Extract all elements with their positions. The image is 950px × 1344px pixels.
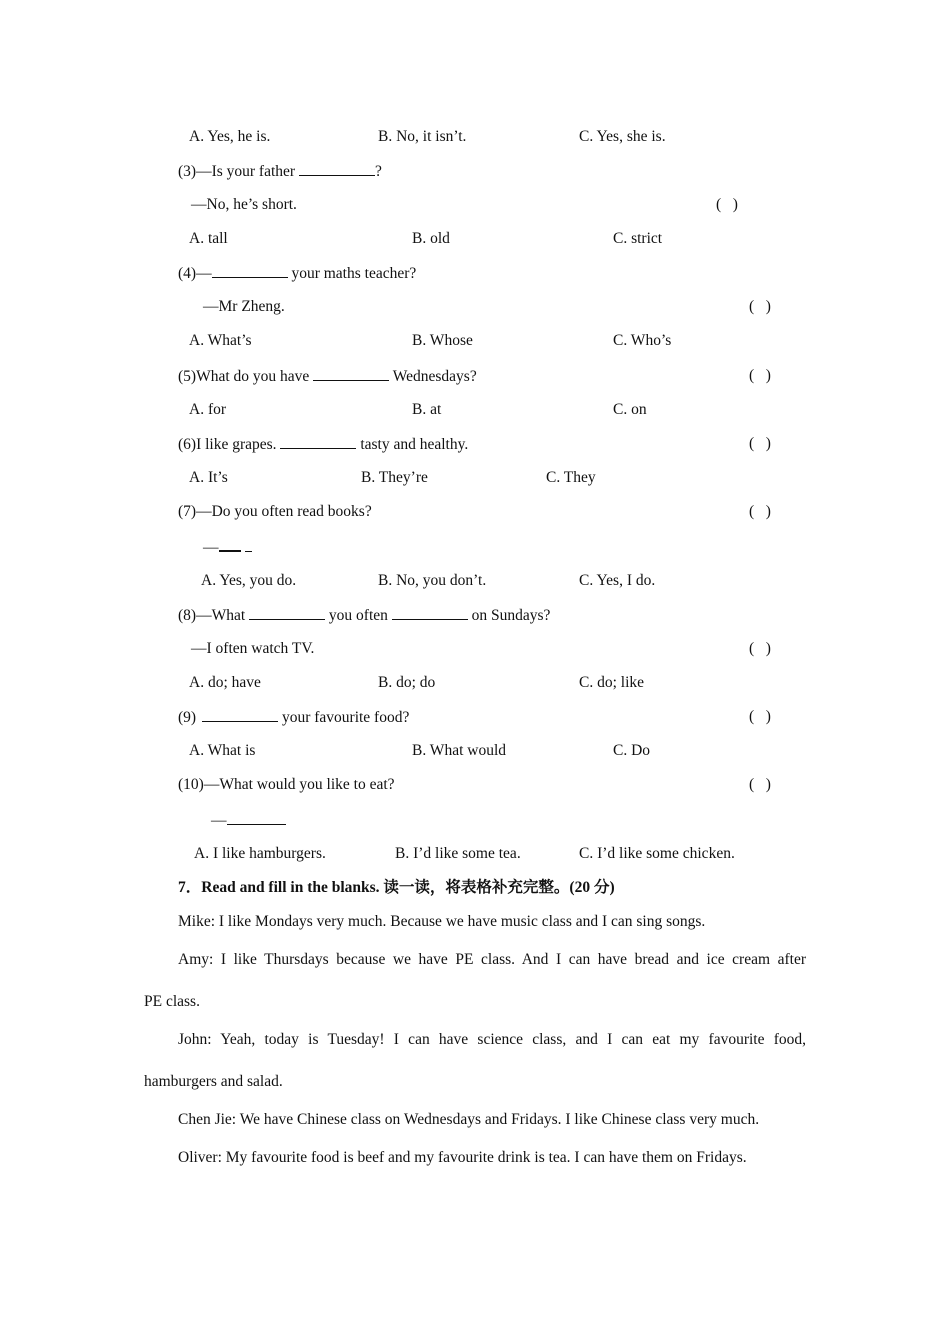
q3-stem-end: ? bbox=[374, 163, 382, 180]
q3-stem-text: —Is your father bbox=[196, 163, 299, 180]
q7-answer-bracket[interactable]: ( ) bbox=[749, 503, 771, 520]
q5-answer-bracket[interactable]: ( ) bbox=[749, 367, 771, 384]
q8-blank-1[interactable] bbox=[249, 605, 325, 620]
q4-stem-text: — bbox=[196, 265, 212, 282]
q8-answer-bracket[interactable]: ( ) bbox=[749, 640, 771, 657]
q10-option-c[interactable]: C. I’d like some chicken. bbox=[579, 845, 735, 862]
q8-option-a[interactable]: A. do; have bbox=[189, 674, 261, 691]
q5-stem-end: Wednesdays? bbox=[389, 368, 477, 385]
passage-chen-jie: Chen Jie: We have Chinese class on Wednesdays and Fridays. I like Chinese class very much. bbox=[178, 1111, 760, 1128]
q3-option-a[interactable]: A. tall bbox=[189, 230, 228, 247]
q10-reply bbox=[211, 810, 286, 831]
q9-number: (9) bbox=[178, 709, 197, 726]
q8-option-c[interactable]: C. do; like bbox=[579, 674, 645, 691]
q10-option-b[interactable]: B. I’d like some tea. bbox=[395, 845, 521, 862]
q3-blank[interactable] bbox=[299, 161, 375, 176]
passage-amy-line-2: PE class. bbox=[144, 993, 200, 1010]
q4-reply: —Mr Zheng. bbox=[203, 298, 285, 315]
q10-reply-blank[interactable] bbox=[227, 810, 286, 825]
q6-stem bbox=[178, 434, 468, 455]
q8-stem-text: —What bbox=[196, 607, 250, 624]
q7-reply-blank[interactable] bbox=[219, 536, 241, 552]
q6-blank[interactable] bbox=[280, 434, 356, 449]
q6-answer-bracket[interactable]: ( ) bbox=[749, 435, 771, 452]
q9-option-c[interactable]: C. Do bbox=[613, 742, 651, 759]
passage-mike: Mike: I like Mondays very much. Because we have music class and I can sing songs. bbox=[178, 913, 706, 930]
passage-john-line-2: hamburgers and salad. bbox=[144, 1073, 283, 1090]
q6-stem-text: I like grapes. bbox=[196, 436, 281, 453]
q3-option-c[interactable]: C. strict bbox=[613, 230, 663, 247]
passage-oliver: Oliver: My favourite food is beef and my favourite drink is tea. I can have them on Fridays. bbox=[178, 1149, 747, 1166]
q8-reply: —I often watch TV. bbox=[191, 640, 315, 657]
q3-reply: —No, he’s short. bbox=[191, 196, 297, 213]
q5-number: (5) bbox=[178, 368, 197, 385]
q4-number: (4) bbox=[178, 265, 197, 282]
q4-stem-end: your maths teacher? bbox=[287, 265, 417, 282]
q9-blank[interactable] bbox=[202, 707, 278, 722]
q4-option-b[interactable]: B. Whose bbox=[412, 332, 473, 349]
q7-option-c[interactable]: C. Yes, I do. bbox=[579, 572, 656, 589]
q10-number: (10) bbox=[178, 776, 204, 793]
q8-stem bbox=[178, 605, 550, 626]
q4-blank[interactable] bbox=[212, 263, 288, 278]
q2-option-a[interactable]: A. Yes, he is. bbox=[189, 128, 271, 145]
q7-option-b[interactable]: B. No, you don’t. bbox=[378, 572, 487, 589]
q7-option-a[interactable]: A. Yes, you do. bbox=[201, 572, 297, 589]
q8-option-b[interactable]: B. do; do bbox=[378, 674, 436, 691]
q4-answer-bracket[interactable]: ( ) bbox=[749, 298, 771, 315]
q8-stem-end: on Sundays? bbox=[467, 607, 551, 624]
q2-option-c[interactable]: C. Yes, she is. bbox=[579, 128, 666, 145]
q9-stem-end: your favourite food? bbox=[278, 709, 410, 726]
q7-stem-text: —Do you often read books? bbox=[196, 503, 372, 520]
q5-stem bbox=[178, 366, 477, 387]
q5-blank[interactable] bbox=[313, 366, 389, 381]
q4-option-c[interactable]: C. Who’s bbox=[613, 332, 672, 349]
q6-number: (6) bbox=[178, 436, 197, 453]
q4-stem bbox=[178, 263, 416, 284]
q9-option-b[interactable]: B. What would bbox=[412, 742, 506, 759]
q5-stem-text: What do you have bbox=[196, 368, 314, 385]
q6-stem-end: tasty and healthy. bbox=[356, 436, 469, 453]
q7-reply-blank-tail bbox=[245, 537, 252, 552]
q10-stem bbox=[178, 775, 395, 795]
q2-option-b[interactable]: B. No, it isn’t. bbox=[378, 128, 467, 145]
q8-stem-mid: you often bbox=[325, 607, 392, 624]
q7-stem bbox=[178, 502, 372, 522]
q10-stem-text: —What would you like to eat? bbox=[203, 776, 395, 793]
q4-option-a[interactable]: A. What’s bbox=[189, 332, 252, 349]
q3-option-b[interactable]: B. old bbox=[412, 230, 450, 247]
q6-option-b[interactable]: B. They’re bbox=[361, 469, 428, 486]
q9-option-a[interactable]: A. What is bbox=[189, 742, 256, 759]
q10-option-a[interactable]: A. I like hamburgers. bbox=[194, 845, 326, 862]
q3-number: (3) bbox=[178, 163, 197, 180]
q9-stem bbox=[178, 707, 409, 728]
q7-number: (7) bbox=[178, 503, 197, 520]
q7-reply-dash: — bbox=[203, 539, 219, 556]
passage-john-line-1: John: Yeah, today is Tuesday! I can have science class, and I can eat my favourite food, bbox=[178, 1031, 806, 1048]
q5-option-c[interactable]: C. on bbox=[613, 401, 647, 418]
q6-option-c[interactable]: C. They bbox=[546, 469, 596, 486]
q3-stem bbox=[178, 161, 382, 182]
q6-option-a[interactable]: A. It’s bbox=[189, 469, 228, 486]
q10-reply-dash: — bbox=[211, 812, 227, 829]
q5-option-a[interactable]: A. for bbox=[189, 401, 227, 418]
q8-blank-2[interactable] bbox=[392, 605, 468, 620]
passage-amy-line-1: Amy: I like Thursdays because we have PE class. And I can have bread and ice cream after bbox=[178, 951, 806, 968]
q8-number: (8) bbox=[178, 607, 197, 624]
q10-answer-bracket[interactable]: ( ) bbox=[749, 776, 771, 793]
q9-answer-bracket[interactable]: ( ) bbox=[749, 708, 771, 725]
section-7-heading: 7．Read and fill in the blanks. 读一读，将表格补充完整。(20 分) bbox=[178, 879, 615, 896]
q5-option-b[interactable]: B. at bbox=[412, 401, 442, 418]
q7-reply bbox=[203, 536, 252, 558]
q3-answer-bracket[interactable]: ( ) bbox=[716, 196, 738, 213]
